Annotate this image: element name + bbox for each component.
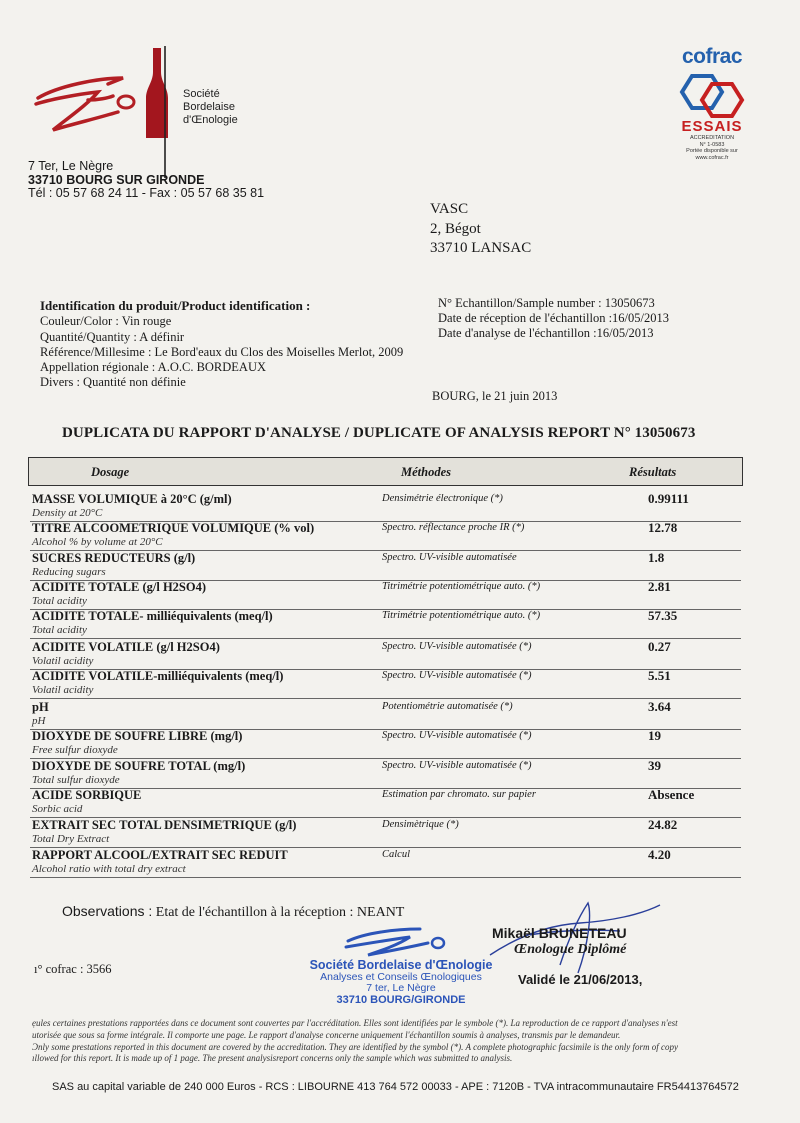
header-methods: Méthodes [401,465,451,479]
observations-label: Observations : [62,903,153,919]
table-row: DIOXYDE DE SOUFRE TOTAL (mg/l) Total sulfur dioxyde Spectro. UV-visible automatisée (*) 39 [30,759,741,789]
place-date: BOURG, le 21 juin 2013 [432,389,558,403]
product-identification [40,298,403,391]
validation-date: Validé le 21/06/2013, [518,972,643,987]
cofrac-essais: ESSAIS [681,118,743,135]
lab-phone-fax: Tél : 05 57 68 24 11 - Fax : 05 57 68 35 81 [28,186,265,200]
table-row: TITRE ALCOOMETRIQUE VOLUMIQUE (% vol) Alcohol % by volume at 20°C Spectro. réflectance proche IR (*) 12.78 [30,521,741,551]
table-row: RAPPORT ALCOOL/EXTRAIT SEC REDUIT Alcohol ratio with total dry extract Calcul 4.20 [30,848,741,878]
disclaimer: ẹules certaines prestations rapportées dans ce document sont couvertes par l'accréditation. Elles sont identifiées par le symbole (*). La reproduction de ce rapport d'analyses n'est utorisée que sous sa forme intégrale. Il comporte une page. Le rapport d'analyse concerne uniquement l'échantillon soumis à analyses, transmis par le demandeur. Ͻnly some prestations reported in this document are covered by the accreditation. They are identified by the symbol (*). A complete photographic facsimile is the only form of copy ıllowed for this report. It is made up of 1 page. The present analysisreport concerns only the sample which was submitted to analysis. [32,1018,679,1064]
cofrac-hexagon-icon [672,72,752,118]
product-appellation: Appellation régionale : A.O.C. BORDEAUX [40,360,267,375]
table-row: ACIDE SORBIQUE Sorbic acid Estimation par chromato. sur papier Absence [30,788,741,818]
table-row: SUCRES REDUCTEURS (g/l) Reducing sugars Spectro. UV-visible automatisée 1.8 [30,551,741,581]
lab-address-line2: 33710 BOURG SUR GIRONDE [28,172,205,187]
cofrac-accreditation: ACCREDITATION N° 1-0583 Portée disponible sur www.cofrac.fr [686,135,738,161]
sample-analysis-date: Date d'analyse de l'échantillon :16/05/2013 [438,326,654,340]
table-row: ACIDITE VOLATILE (g/l H2SO4) Volatil acidity Spectro. UV-visible automatisée (*) 0.27 [30,640,741,670]
signer-name: Mikaël BRUNETEAU [492,925,627,941]
product-misc: Divers : Quantité non définie [40,375,186,390]
sample-info [438,296,669,341]
product-quantity: Quantité/Quantity : A définir [40,329,185,344]
stamp-logo-icon [340,925,450,959]
table-row: ACIDITE TOTALE (g/l H2SO4) Total acidity Titrimétrie potentiométrique auto. (*) 2.81 [30,580,741,610]
product-color: Couleur/Color : Vin rouge [40,314,172,329]
lab-address-line1: 7 Ter, Le Nègre [28,159,114,173]
table-row: MASSE VOLUMIQUE à 20°C (g/ml) Density at 20°C Densimétrie électronique (*) 0.99111 [30,492,741,522]
table-row: EXTRAIT SEC TOTAL DENSIMETRIQUE (g/l) Total Dry Extract Densimètrique (*) 24.82 [30,818,741,848]
sbo-logo [28,38,188,178]
report-title: DUPLICATA DU RAPPORT D'ANALYSE / DUPLICATE OF ANALYSIS REPORT N° 13050673 [62,425,696,441]
product-identification-title: Identification du produit/Product identification : [40,298,311,313]
sample-number: N° Echantillon/Sample number : 13050673 [438,296,655,310]
sbo-script-icon [36,78,123,130]
lab-address [28,160,264,201]
cofrac-number: ı° cofrac : 3566 [34,962,112,976]
recipient-address: VASC 2, Bégot 33710 LANSAC [430,201,532,256]
lab-name: Société Bordelaise d'Œnologie [183,88,238,126]
table-header [28,457,743,486]
cofrac-wordmark: cofrac [681,45,743,68]
header-results: Résultats [629,465,677,479]
product-reference: Référence/Millesime : Le Bord'eaux du Clos des Moiselles Merlot, 2009 [40,344,404,359]
lab-stamp: Société Bordelaise d'Œnologie Analyses et Conseils Œnologiques 7 ter, Le Nègre 33710 BOURG/GIRONDE [309,958,493,1006]
table-row: ACIDITE VOLATILE-milliéquivalents (meq/l) Volatil acidity Spectro. UV-visible automatisée (*) 5.51 [30,669,741,699]
observations [62,903,404,921]
sample-reception-date: Date de réception de l'échantillon :16/05/2013 [438,311,669,325]
observations-text: Etat de l'échantillon à la réception : NEANT [155,905,405,920]
table-row: pH pH Potentiométrie automatisée (*) 3.64 [30,700,741,730]
table-row: ACIDITE TOTALE- milliéquivalents (meq/l) Total acidity Titrimétrie potentiométrique auto. (*) 57.35 [30,609,741,639]
table-row: DIOXYDE DE SOUFRE LIBRE (mg/l) Free sulfur dioxyde Spectro. UV-visible automatisée (*) 19 [30,729,741,759]
wine-bottle-icon [146,46,168,178]
header-dosage: Dosage [91,465,130,479]
signer-title: Œnologue Diplômé [514,942,627,957]
legal-footer: SAS au capital variable de 240 000 Euros - RCS : LIBOURNE 413 764 572 00033 - APE : 7120B - TVA intracommunautaire FR54413764572 [52,1081,739,1093]
